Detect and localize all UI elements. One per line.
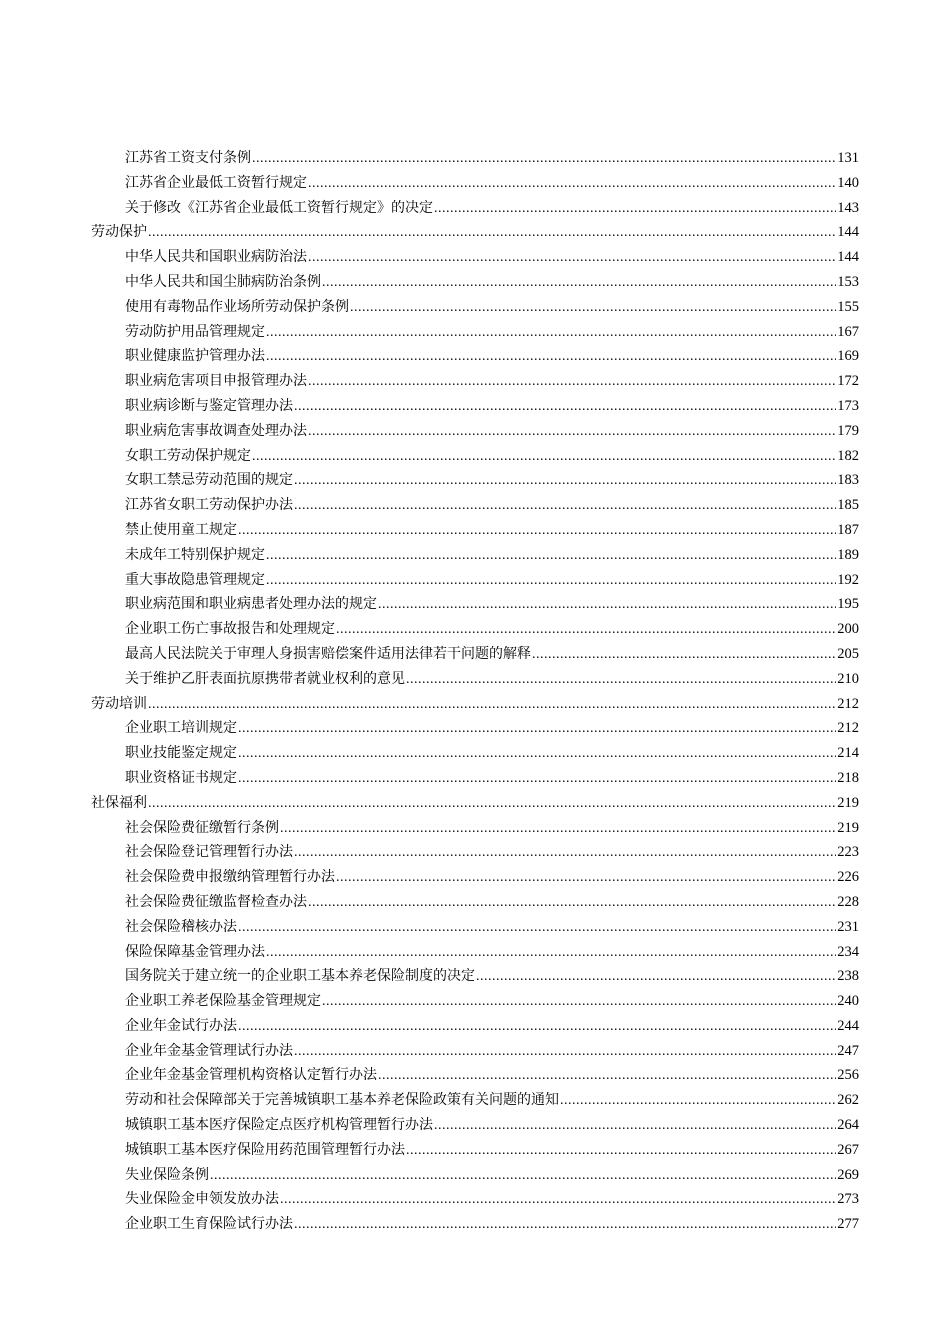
toc-entry-page-number: 262 bbox=[837, 1092, 859, 1109]
dot-leader bbox=[238, 717, 836, 741]
toc-entry[interactable] bbox=[91, 1212, 859, 1237]
dot-leader bbox=[350, 296, 836, 320]
toc-entry-title: 禁止使用童工规定 bbox=[125, 521, 237, 538]
toc-entry-title: 未成年工特别保护规定 bbox=[125, 546, 265, 563]
toc-entry-page-number: 143 bbox=[837, 199, 859, 216]
toc-entry-title: 女职工劳动保护规定 bbox=[125, 447, 251, 464]
toc-entry-title: 江苏省女职工劳动保护办法 bbox=[125, 497, 293, 514]
dot-leader bbox=[434, 1114, 836, 1138]
toc-entry[interactable] bbox=[91, 741, 859, 766]
toc-entry[interactable] bbox=[91, 518, 859, 543]
toc-entry-page-number: 205 bbox=[837, 645, 859, 662]
dot-leader bbox=[406, 1139, 836, 1163]
toc-entry-page-number: 210 bbox=[837, 670, 859, 687]
toc-entry-title: 社会保险费征缴暂行条例 bbox=[125, 819, 279, 836]
toc-entry-title: 国务院关于建立统一的企业职工基本养老保险制度的决定 bbox=[125, 968, 475, 985]
toc-entry-title: 使用有毒物品作业场所劳动保护条例 bbox=[125, 298, 349, 315]
toc-entry[interactable] bbox=[91, 716, 859, 741]
toc-entry[interactable] bbox=[91, 196, 859, 221]
toc-entry-page-number: 212 bbox=[837, 695, 859, 712]
dot-leader bbox=[280, 1188, 836, 1212]
toc-entry-title: 职业病范围和职业病患者处理办法的规定 bbox=[125, 596, 377, 613]
toc-entry-title: 女职工禁忌劳动范围的规定 bbox=[125, 472, 293, 489]
toc-entry-page-number: 169 bbox=[837, 348, 859, 365]
toc-entry-title: 职业技能鉴定规定 bbox=[125, 745, 237, 762]
toc-entry[interactable] bbox=[91, 270, 859, 295]
toc-entry-title: 企业年金试行办法 bbox=[125, 1017, 237, 1034]
toc-entry-title: 中华人民共和国职业病防治法 bbox=[125, 249, 307, 266]
dot-leader bbox=[308, 172, 836, 196]
toc-entry[interactable] bbox=[91, 320, 859, 345]
toc-entry-title: 企业职工伤亡事故报告和处理规定 bbox=[125, 621, 335, 638]
toc-entry-title: 重大事故隐患管理规定 bbox=[125, 571, 265, 588]
toc-entry[interactable] bbox=[91, 295, 859, 320]
toc-entry-page-number: 183 bbox=[837, 472, 859, 489]
dot-leader bbox=[238, 767, 836, 791]
toc-entry[interactable] bbox=[91, 1014, 859, 1039]
toc-entry[interactable] bbox=[91, 1187, 859, 1212]
toc-entry[interactable] bbox=[91, 444, 859, 469]
toc-entry-page-number: 173 bbox=[837, 397, 859, 414]
toc-entry[interactable] bbox=[91, 766, 859, 791]
toc-entry-title: 职业病危害项目申报管理办法 bbox=[125, 373, 307, 390]
toc-entry-title: 城镇职工基本医疗保险定点医疗机构管理暂行办法 bbox=[125, 1117, 433, 1134]
toc-entry[interactable] bbox=[91, 890, 859, 915]
toc-entry-page-number: 219 bbox=[837, 819, 859, 836]
dot-leader bbox=[148, 792, 836, 816]
toc-entry[interactable] bbox=[91, 493, 859, 518]
toc-entry-page-number: 195 bbox=[837, 596, 859, 613]
dot-leader bbox=[238, 916, 836, 940]
dot-leader bbox=[148, 221, 836, 245]
dot-leader bbox=[148, 693, 836, 717]
toc-entry-title: 企业职工培训规定 bbox=[125, 720, 237, 737]
dot-leader bbox=[266, 941, 836, 965]
toc-entry-page-number: 256 bbox=[837, 1067, 859, 1084]
dot-leader bbox=[308, 246, 836, 270]
toc-entry-page-number: 189 bbox=[837, 546, 859, 563]
dot-leader bbox=[406, 668, 836, 692]
toc-entry[interactable] bbox=[91, 1163, 859, 1188]
dot-leader bbox=[378, 1064, 836, 1088]
toc-entry-page-number: 192 bbox=[837, 571, 859, 588]
dot-leader bbox=[266, 345, 836, 369]
toc-entry[interactable] bbox=[91, 989, 859, 1014]
dot-leader bbox=[294, 395, 836, 419]
toc-entry-page-number: 247 bbox=[837, 1042, 859, 1059]
toc-entry-page-number: 223 bbox=[837, 844, 859, 861]
toc-entry[interactable] bbox=[91, 1063, 859, 1088]
dot-leader bbox=[308, 420, 836, 444]
toc-entry-page-number: 226 bbox=[837, 869, 859, 886]
dot-leader bbox=[378, 593, 836, 617]
dot-leader bbox=[560, 1089, 836, 1113]
toc-entry[interactable] bbox=[91, 543, 859, 568]
toc-section-heading[interactable] bbox=[91, 692, 859, 717]
toc-entry-page-number: 231 bbox=[837, 918, 859, 935]
toc-entry-title: 劳动培训 bbox=[91, 695, 147, 712]
toc-entry-title: 企业职工生育保险试行办法 bbox=[125, 1216, 293, 1233]
toc-entry-title: 城镇职工基本医疗保险用药范围管理暂行办法 bbox=[125, 1141, 405, 1158]
toc-entry-title: 中华人民共和国尘肺病防治条例 bbox=[125, 273, 321, 290]
toc-entry[interactable] bbox=[91, 245, 859, 270]
toc-entry-page-number: 144 bbox=[837, 249, 859, 266]
toc-entry[interactable] bbox=[91, 592, 859, 617]
toc-entry-title: 职业病危害事故调查处理办法 bbox=[125, 422, 307, 439]
toc-entry-page-number: 187 bbox=[837, 521, 859, 538]
dot-leader bbox=[532, 643, 836, 667]
toc-entry-title: 劳动和社会保障部关于完善城镇职工基本养老保险政策有关问题的通知 bbox=[125, 1092, 559, 1109]
dot-leader bbox=[266, 321, 836, 345]
dot-leader bbox=[294, 469, 836, 493]
dot-leader bbox=[238, 519, 836, 543]
toc-entry[interactable] bbox=[91, 667, 859, 692]
toc-entry[interactable] bbox=[91, 816, 859, 841]
toc-entry-page-number: 167 bbox=[837, 323, 859, 340]
toc-section-heading[interactable] bbox=[91, 220, 859, 245]
toc-entry[interactable] bbox=[91, 146, 859, 171]
toc-entry[interactable] bbox=[91, 1113, 859, 1138]
toc-entry[interactable] bbox=[91, 171, 859, 196]
dot-leader bbox=[294, 841, 836, 865]
toc-entry[interactable] bbox=[91, 419, 859, 444]
toc-entry-title: 社会保险费申报缴纳管理暂行办法 bbox=[125, 869, 335, 886]
toc-section-heading[interactable] bbox=[91, 791, 859, 816]
toc-entry-page-number: 264 bbox=[837, 1117, 859, 1134]
toc-entry-title: 企业职工养老保险基金管理规定 bbox=[125, 993, 321, 1010]
dot-leader bbox=[238, 1015, 836, 1039]
toc-entry-page-number: 244 bbox=[837, 1017, 859, 1034]
toc-entry-title: 职业健康监护管理办法 bbox=[125, 348, 265, 365]
dot-leader bbox=[252, 445, 836, 469]
toc-entry[interactable] bbox=[91, 642, 859, 667]
toc-entry-page-number: 185 bbox=[837, 497, 859, 514]
dot-leader bbox=[434, 197, 836, 221]
toc-entry-page-number: 273 bbox=[837, 1191, 859, 1208]
toc-entry[interactable] bbox=[91, 940, 859, 965]
toc-entry-page-number: 212 bbox=[837, 720, 859, 737]
toc-entry-title: 企业年金基金管理试行办法 bbox=[125, 1042, 293, 1059]
toc-entry-title: 关于维护乙肝表面抗原携带者就业权利的意见 bbox=[125, 670, 405, 687]
dot-leader bbox=[336, 866, 836, 890]
toc-entry-page-number: 214 bbox=[837, 745, 859, 762]
toc-entry-page-number: 140 bbox=[837, 174, 859, 191]
toc-entry-page-number: 277 bbox=[837, 1216, 859, 1233]
toc-entry[interactable] bbox=[91, 394, 859, 419]
toc-entry-page-number: 179 bbox=[837, 422, 859, 439]
toc-entry-title: 江苏省工资支付条例 bbox=[125, 150, 251, 166]
toc-entry[interactable] bbox=[91, 568, 859, 593]
dot-leader bbox=[252, 147, 836, 171]
toc-entry[interactable] bbox=[91, 964, 859, 989]
toc-entry[interactable] bbox=[91, 468, 859, 493]
toc-entry-page-number: 219 bbox=[837, 794, 859, 811]
toc-entry-page-number: 144 bbox=[837, 224, 859, 241]
toc-entry-page-number: 269 bbox=[837, 1166, 859, 1183]
toc-entry[interactable] bbox=[91, 1088, 859, 1113]
toc-entry-page-number: 155 bbox=[837, 298, 859, 315]
toc-entry-page-number: 172 bbox=[837, 373, 859, 390]
toc-entry[interactable] bbox=[91, 865, 859, 890]
toc-entry-title: 最高人民法院关于审理人身损害赔偿案件适用法律若干问题的解释 bbox=[125, 645, 531, 662]
toc-entry-title: 劳动防护用品管理规定 bbox=[125, 323, 265, 340]
dot-leader bbox=[294, 1213, 836, 1237]
toc-entry[interactable] bbox=[91, 1039, 859, 1064]
toc-entry-title: 职业病诊断与鉴定管理办法 bbox=[125, 397, 293, 414]
dot-leader bbox=[294, 494, 836, 518]
dot-leader bbox=[476, 965, 836, 989]
dot-leader bbox=[266, 544, 836, 568]
toc-entry[interactable] bbox=[91, 1138, 859, 1163]
toc-entry-page-number: 182 bbox=[837, 447, 859, 464]
dot-leader bbox=[238, 742, 836, 766]
toc-entry-title: 社保福利 bbox=[91, 794, 147, 811]
toc-entry-title: 职业资格证书规定 bbox=[125, 769, 237, 786]
toc-entry-title: 失业保险条例 bbox=[125, 1166, 209, 1183]
toc-entry-title: 社会保险登记管理暂行办法 bbox=[125, 844, 293, 861]
toc-entry-title: 江苏省企业最低工资暂行规定 bbox=[125, 174, 307, 191]
toc-entry-page-number: 200 bbox=[837, 621, 859, 638]
dot-leader bbox=[336, 618, 836, 642]
toc-entry-title: 社会保险稽核办法 bbox=[125, 918, 237, 935]
toc-entry[interactable] bbox=[91, 617, 859, 642]
dot-leader bbox=[308, 370, 836, 394]
toc-entry[interactable] bbox=[91, 840, 859, 865]
toc-entry[interactable] bbox=[91, 344, 859, 369]
toc-entry-title: 失业保险金申领发放办法 bbox=[125, 1191, 279, 1208]
toc-entry-page-number: 240 bbox=[837, 993, 859, 1010]
toc-entry-page-number: 228 bbox=[837, 893, 859, 910]
toc-entry[interactable] bbox=[91, 369, 859, 394]
dot-leader bbox=[266, 569, 836, 593]
toc-entry-title: 关于修改《江苏省企业最低工资暂行规定》的决定 bbox=[125, 199, 433, 216]
toc-entry-page-number: 234 bbox=[837, 943, 859, 960]
toc-entry-page-number: 131 bbox=[837, 150, 859, 166]
table-of-contents bbox=[91, 146, 859, 1237]
dot-leader bbox=[322, 271, 836, 295]
dot-leader bbox=[294, 1040, 836, 1064]
dot-leader bbox=[322, 990, 836, 1014]
toc-entry-page-number: 218 bbox=[837, 769, 859, 786]
toc-entry[interactable] bbox=[91, 915, 859, 940]
dot-leader bbox=[308, 891, 836, 915]
toc-entry-title: 保险保障基金管理办法 bbox=[125, 943, 265, 960]
toc-entry-page-number: 153 bbox=[837, 273, 859, 290]
toc-entry-title: 社会保险费征缴监督检查办法 bbox=[125, 893, 307, 910]
dot-leader bbox=[280, 817, 836, 841]
toc-entry-title: 劳动保护 bbox=[91, 224, 147, 241]
toc-entry-page-number: 238 bbox=[837, 968, 859, 985]
toc-entry-title: 企业年金基金管理机构资格认定暂行办法 bbox=[125, 1067, 377, 1084]
toc-entry-page-number: 267 bbox=[837, 1141, 859, 1158]
dot-leader bbox=[210, 1164, 836, 1188]
